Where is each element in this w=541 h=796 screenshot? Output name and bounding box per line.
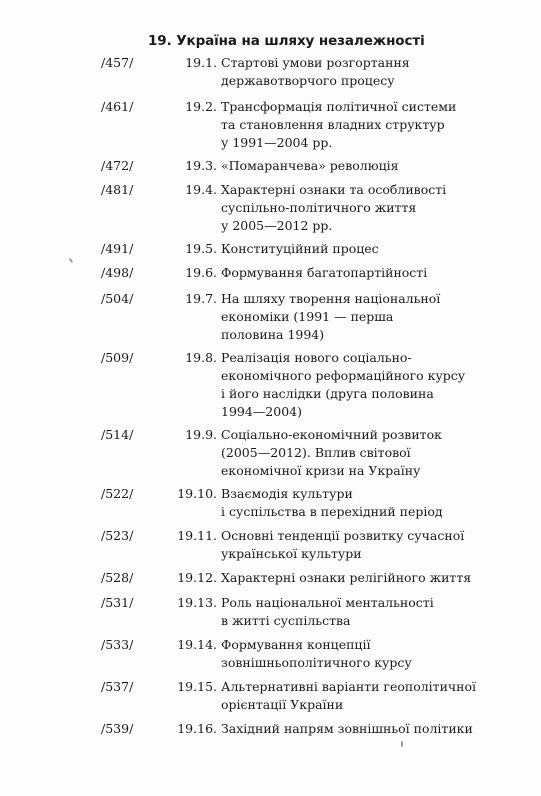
- toc-section-title: [221, 181, 536, 235]
- toc-title-line: Роль національної ментальності: [221, 595, 434, 610]
- toc-title-line: та становлення владних структур: [221, 117, 445, 132]
- toc-page-number: /528/: [101, 570, 134, 585]
- toc-section-title: [221, 240, 536, 258]
- toc-page-number: /472/: [101, 158, 134, 173]
- toc-title-line: Соціально-економічний розвиток: [221, 427, 442, 442]
- toc-section-number: 19.16.: [177, 721, 217, 736]
- toc-title-line: економіки (1991 — перша: [221, 309, 394, 324]
- toc-page-number: /461/: [101, 99, 134, 114]
- toc-section-number: 19.12.: [177, 570, 217, 585]
- section-heading: 19. Україна на шляху незалежності: [148, 33, 425, 49]
- toc-page-number: /522/: [101, 486, 134, 501]
- toc-title-line: 1994—2004): [221, 404, 302, 419]
- toc-section-number: 19.13.: [177, 595, 217, 610]
- toc-section-number: 19.8.: [185, 350, 217, 365]
- toc-title-line: Трансформація політичної системи: [221, 99, 457, 114]
- toc-title-line: Конституційний процес: [221, 241, 379, 256]
- toc-section-number: 19.10.: [177, 486, 217, 501]
- toc-title-line: в житті суспільства: [221, 613, 351, 628]
- toc-title-line: половина 1994): [221, 327, 325, 342]
- toc-page-number: /533/: [101, 637, 134, 652]
- toc-title-line: Формування концепції: [221, 637, 371, 652]
- toc-section-title: [221, 290, 536, 344]
- toc-section-number: 19.7.: [185, 291, 217, 306]
- toc-section-number: 19.4.: [185, 182, 217, 197]
- toc-section-number: 19.11.: [177, 528, 217, 543]
- toc-title-line: у 2005—2012 рр.: [221, 218, 333, 233]
- toc-section-title: [221, 426, 536, 480]
- toc-title-line: суспільно-політичного життя: [221, 200, 417, 215]
- toc-section-title: [221, 636, 536, 672]
- toc-title-line: Західний напрям зовнішньої політики: [221, 721, 473, 736]
- toc-section-number: 19.6.: [185, 265, 217, 280]
- toc-title-line: зовнішньополітичного курсу: [221, 655, 412, 670]
- toc-section-title: [221, 485, 536, 521]
- toc-page-number: /531/: [101, 595, 134, 610]
- toc-page-number: /523/: [101, 528, 134, 543]
- toc-title-line: Реалізація нового соціально-: [221, 350, 412, 365]
- toc-section-title: [221, 54, 536, 90]
- toc-title-line: Альтернативні варіанти геополітичної: [221, 679, 477, 694]
- toc-section-title: [221, 98, 536, 152]
- toc-page-number: /504/: [101, 291, 134, 306]
- toc-page-number: /457/: [101, 55, 134, 70]
- toc-section-number: 19.5.: [185, 241, 217, 256]
- toc-section-title: [221, 527, 536, 563]
- toc-section-number: 19.3.: [185, 158, 217, 173]
- toc-title-line: української культури: [221, 546, 362, 561]
- toc-title-line: державотворчого процесу: [221, 73, 395, 88]
- toc-section-title: [221, 349, 536, 421]
- toc-title-line: орієнтації України: [221, 697, 344, 712]
- toc-title-line: Формування багатопартійності: [221, 265, 428, 280]
- toc-section-title: [221, 594, 536, 630]
- toc-section-number: 19.14.: [177, 637, 217, 652]
- toc-section-title: [221, 720, 536, 738]
- scan-speck: [69, 258, 74, 263]
- toc-section-title: [221, 569, 536, 587]
- toc-section-number: 19.1.: [185, 55, 217, 70]
- toc-section-title: [221, 264, 536, 282]
- toc-page-number: /498/: [101, 265, 134, 280]
- toc-title-line: Характерні ознаки та особливості: [221, 182, 447, 197]
- toc-title-line: економічного реформаційного курсу: [221, 368, 466, 383]
- toc-page-number: /509/: [101, 350, 134, 365]
- toc-title-line: Характерні ознаки релігійного життя: [221, 570, 472, 585]
- toc-section-number: 19.15.: [177, 679, 217, 694]
- toc-title-line: у 1991—2004 рр.: [221, 135, 333, 150]
- toc-page-number: /537/: [101, 679, 134, 694]
- scan-speck: [401, 741, 403, 747]
- toc-title-line: «Помаранчева» революція: [221, 158, 399, 173]
- toc-title-line: економічної кризи на Україну: [221, 463, 421, 478]
- toc-title-line: Взаємодія культури: [221, 486, 353, 501]
- toc-title-line: (2005—2012). Вплив світової: [221, 445, 411, 460]
- toc-page-number: /481/: [101, 182, 134, 197]
- toc-title-line: На шляху творення національної: [221, 291, 441, 306]
- toc-section-number: 19.9.: [185, 427, 217, 442]
- toc-title-line: Стартові умови розгортання: [221, 55, 410, 70]
- toc-title-line: Основні тенденції розвитку сучасної: [221, 528, 465, 543]
- toc-page-number: /539/: [101, 721, 134, 736]
- toc-title-line: і його наслідки (друга половина: [221, 386, 434, 401]
- toc-section-number: 19.2.: [185, 99, 217, 114]
- toc-page-number: /514/: [101, 427, 134, 442]
- toc-section-title: [221, 157, 536, 175]
- toc-section-title: [221, 678, 536, 714]
- toc-page-number: /491/: [101, 241, 134, 256]
- toc-title-line: і суспільства в перехідний період: [221, 504, 443, 519]
